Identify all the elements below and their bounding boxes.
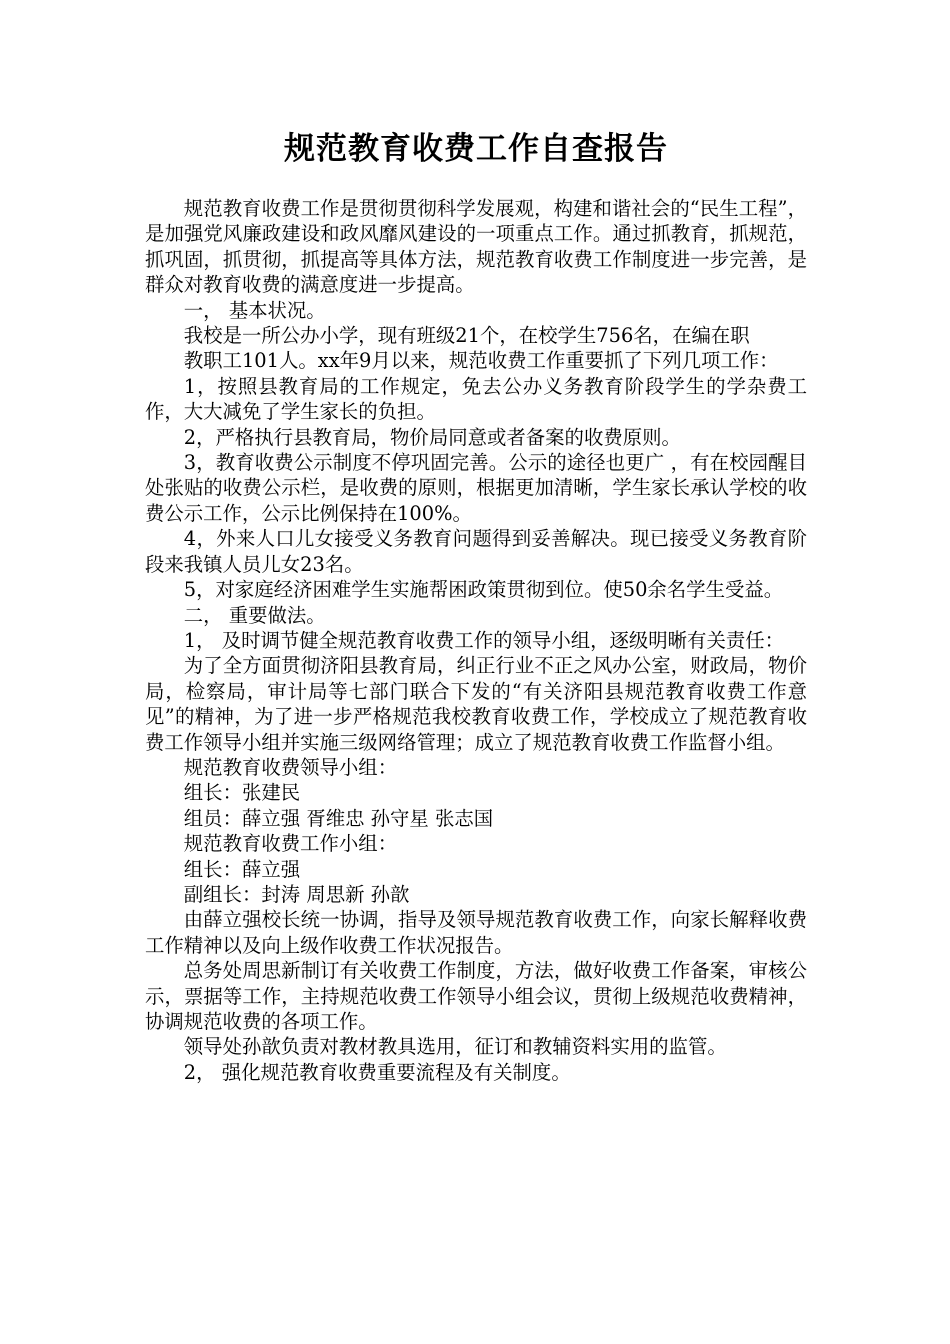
paragraph-leadership-group: 为了全方面贯彻济阳县教育局，纠正行业不正之风办公室，财政局，物价局，检察局，审计局等七部门联合下发的“有关济阳县规范教育收费工作意见”的精神，为了进一步严格规范我校教育收费工作，学校成立了规范教育收费工作领导小组并实施三级网络管理；成立了规范教育收费工作监督小组。 (145, 654, 807, 754)
section-heading-basic-status: 一， 基本状况。 (183, 298, 326, 322)
paragraph-staff-info: 教职工101人。xx年9月以来，规范收费工作重要抓了下列几项工作： (183, 349, 779, 373)
document-page (145, 122, 807, 1085)
list-item-2: 2，严格执行县教育局，物价局同意或者备案的收费原则。 (183, 425, 681, 449)
group-leader: 组长：张建民 (183, 781, 301, 805)
paragraph-supervision-duty: 领导处孙歆负责对教材教具选用，征订和教辅资料实用的监管。 (183, 1035, 727, 1059)
paragraph-intro: 规范教育收费工作是贯彻贯彻科学发展观，构建和谐社会的“民生工程”，是加强党风廉政建设和政风靡风建设的一项重点工作。通过抓教育，抓规范，抓巩固，抓贯彻，抓提高等具体方法，规范教育收费工作制度进一步完善，是群众对教育收费的满意度进一步提高。 (145, 197, 807, 297)
document-body (145, 196, 807, 1085)
practice-item-2: 2， 强化规范教育收费重要流程及有关制度。 (183, 1060, 571, 1084)
list-item-4: 4，外来人口儿女接受义务教育问题得到妥善解决。现已接受义务教育阶段来我镇人员儿女23名。 (145, 527, 807, 576)
section-heading-key-practices: 二， 重要做法。 (183, 603, 326, 627)
document-title: 规范教育收费工作自查报告 (284, 131, 668, 167)
practice-item-1: 1， 及时调节健全规范教育收费工作的领导小组，逐级明晰有关责任： (183, 628, 785, 652)
group-heading-work: 规范教育收费工作小组： (183, 832, 398, 856)
list-item-5: 5，对家庭经济困难学生实施帮困政策贯彻到位。使50余名学生受益。 (183, 578, 784, 602)
group-members: 组员：薛立强 胥维忠 孙守星 张志国 (183, 806, 494, 830)
paragraph-general-affairs-duty: 总务处周思新制订有关收费工作制度，方法，做好收费工作备案，审核公示，票据等工作，主持规范收费工作领导小组会议，贯彻上级规范收费精神，协调规范收费的各项工作。 (145, 959, 807, 1033)
list-item-3: 3，教育收费公示制度不停巩固完善。公示的途径也更广 ，有在校园醒目处张贴的收费公示栏，是收费的原则，根据更加清晰，学生家长承认学校的收费公示工作，公示比例保持在100%。 (145, 451, 807, 525)
work-group-deputy-leaders: 副组长：封涛 周思新 孙歆 (183, 882, 410, 906)
list-item-1: 1，按照县教育局的工作规定，免去公办义务教育阶段学生的学杂费工作，大大减免了学生家长的负担。 (145, 374, 807, 424)
paragraph-school-info: 我校是一所公办小学，现有班级21个，在校学生756名，在编在职 (183, 324, 750, 348)
work-group-leader: 组长：薛立强 (183, 857, 301, 881)
group-heading-leadership: 规范教育收费领导小组： (183, 755, 398, 779)
paragraph-principal-duty: 由薛立强校长统一协调，指导及领导规范教育收费工作，向家长解释收费工作精神以及向上级作收费工作状况报告。 (145, 908, 807, 957)
